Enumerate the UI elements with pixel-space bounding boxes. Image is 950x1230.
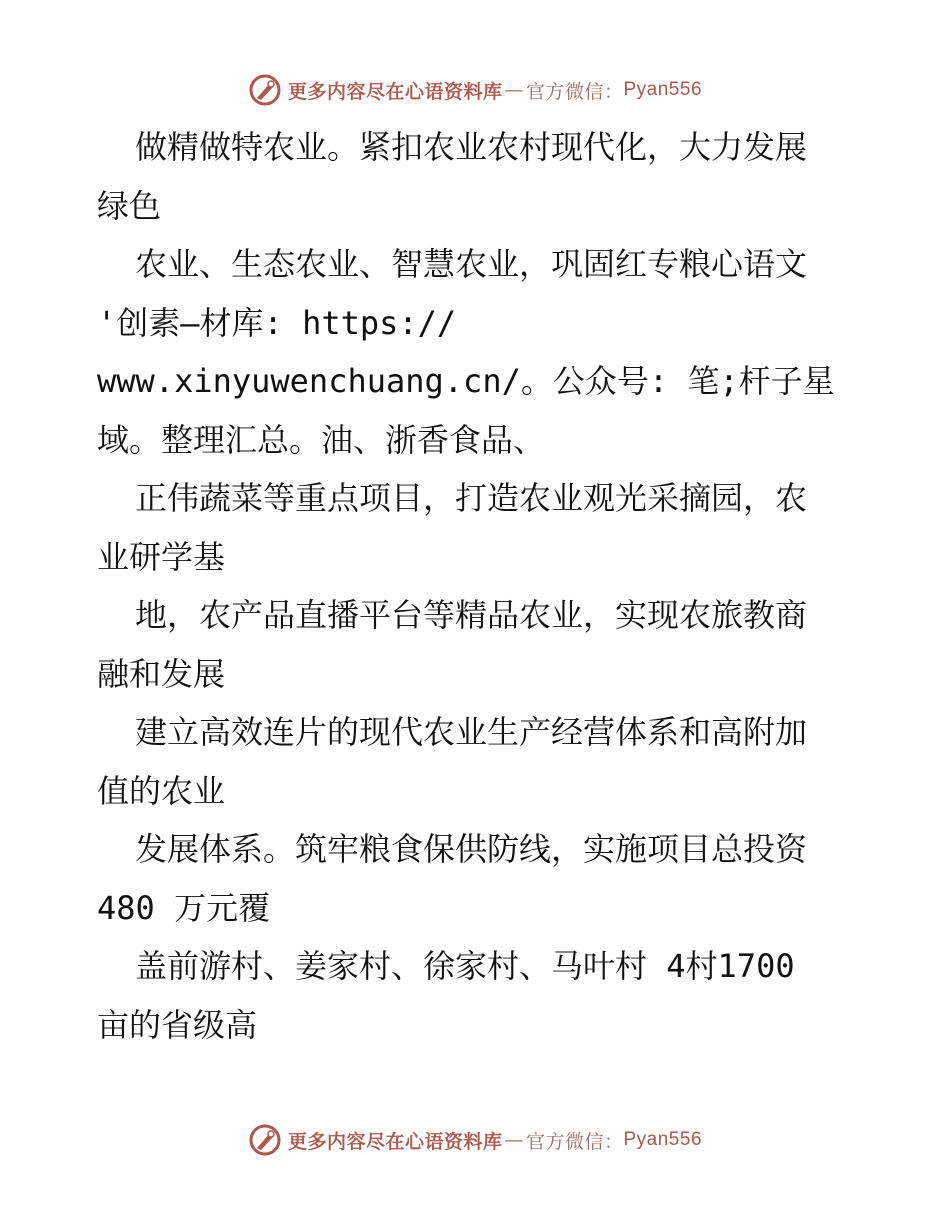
- text-line: 亩的省级高: [97, 1005, 258, 1044]
- pen-seal-logo-icon: [248, 73, 282, 107]
- document-body: [97, 118, 867, 1054]
- text-line: 地，农产品直播平台等精品农业，实现农旅教商: [135, 596, 808, 634]
- text-line: 域。整理汇总。油、浙香食品、: [97, 420, 546, 459]
- text-line: 建立高效连片的现代农业生产经营体系和高附加: [135, 713, 808, 751]
- pen-seal-logo-icon: [248, 1123, 282, 1157]
- watermark-dash: —: [504, 79, 524, 101]
- text-line: '创素—材库: https://: [97, 303, 457, 342]
- text-line: 发展体系。筑牢粮食保供防线，实施项目总投资: [135, 830, 808, 868]
- text-line: www.xinyuwenchuang.cn/。公众号: 笔;杆子星: [97, 362, 835, 400]
- watermark-main-text: 更多内容尽在心语资料库: [287, 1130, 503, 1153]
- text-line: 业研学基: [97, 537, 226, 576]
- text-line: 盖前游村、姜家村、徐家村、马叶村 4村1700: [135, 947, 795, 985]
- watermark-handle: Pyan556: [623, 79, 703, 100]
- watermark-wechat-label: 官方微信：: [525, 80, 624, 103]
- watermark-handle: Pyan556: [623, 1129, 703, 1150]
- text-line: 做精做特农业。紧扣农业农村现代化，大力发展: [135, 128, 808, 166]
- text-line: 农业、生态农业、智慧农业，巩固红专粮心语文: [135, 245, 808, 283]
- watermark-main-text: 更多内容尽在心语资料库: [287, 80, 503, 103]
- text-line: 480 万元覆: [97, 888, 271, 927]
- watermark-wechat-label: 官方微信：: [525, 1130, 624, 1153]
- watermark-dash: —: [504, 1129, 524, 1151]
- text-line: 值的农业: [97, 771, 226, 810]
- footer-watermark: [0, 1120, 950, 1160]
- header-watermark: [0, 70, 950, 110]
- text-line: 融和发展: [97, 654, 226, 693]
- text-line: 正伟蔬菜等重点项目，打造农业观光采摘园，农: [135, 479, 808, 517]
- text-line: 绿色: [97, 186, 162, 225]
